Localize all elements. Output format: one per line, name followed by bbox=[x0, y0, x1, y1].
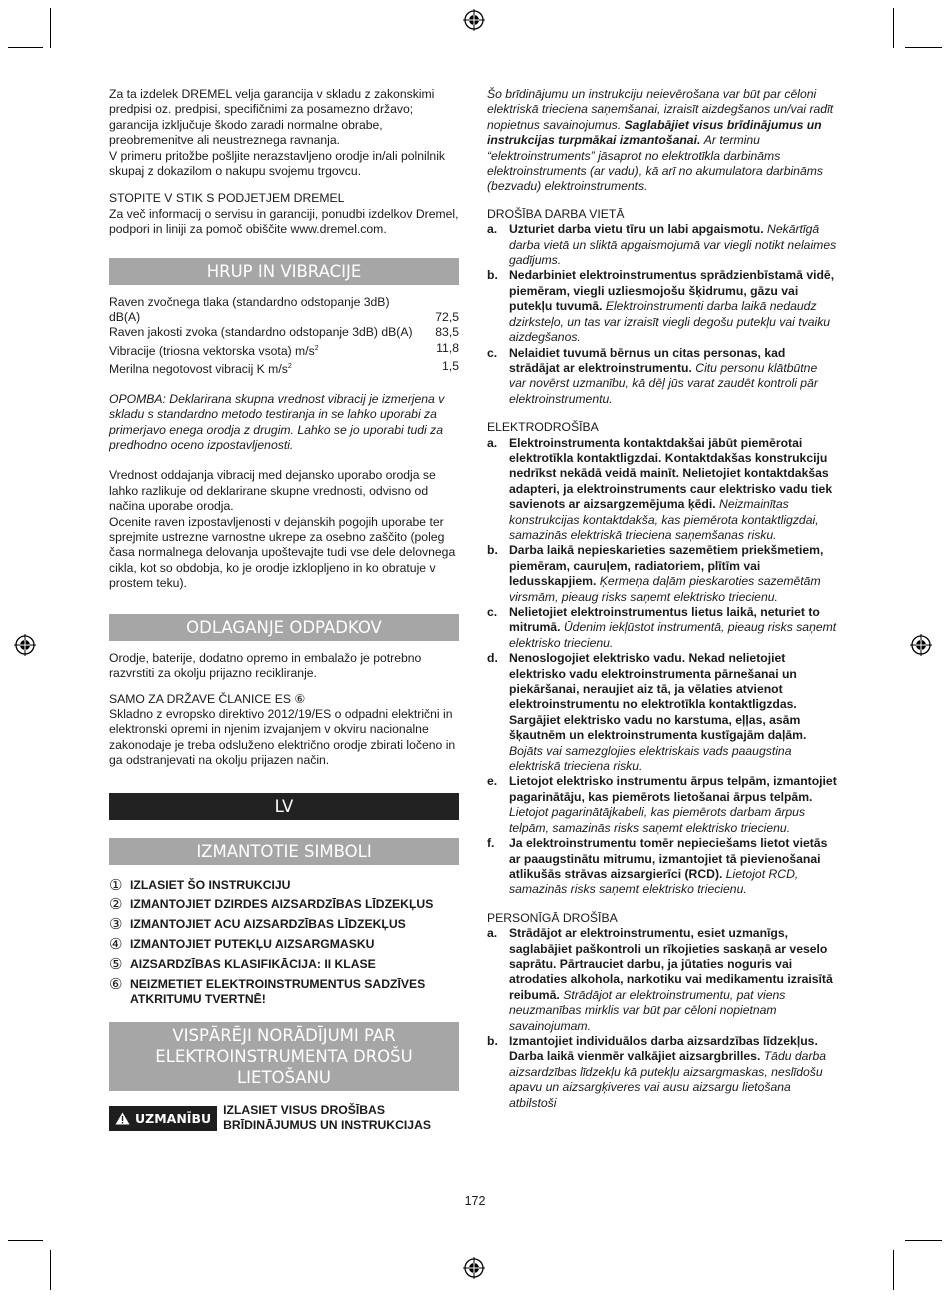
list-item bbox=[487, 543, 837, 605]
personal-safety-heading: PERSONĪGĀ DROŠĪBA bbox=[487, 910, 618, 925]
list-item bbox=[487, 836, 837, 898]
list-item bbox=[109, 977, 459, 1008]
list-item bbox=[109, 917, 459, 932]
list-item bbox=[487, 774, 837, 836]
warning-text: IZLASIET VISUS DROŠĪBAS BRĪDINĀJUMUS UN INSTRUKCIJAS bbox=[223, 1102, 432, 1133]
contact-heading: STOPITE V STIK S PODJETJEM DREMEL bbox=[109, 191, 345, 206]
registration-mark-icon bbox=[463, 9, 485, 31]
symbol-text: IZMANTOJIET ACU AIZSARDZĪBAS LĪDZEKĻUS bbox=[130, 917, 406, 932]
crop-mark bbox=[50, 8, 51, 48]
intro-italic: Ar terminu “elektroinstruments” jāsaprot no elektrotīkla darbināms elektroinstruments (ar vadu), kā arī no akumulatora darbināms (bezvadu) elektroinstruments. bbox=[487, 133, 823, 194]
crop-mark bbox=[8, 47, 43, 48]
superscript: 2 bbox=[314, 344, 319, 352]
list-item bbox=[109, 957, 459, 972]
symbol-number: ② bbox=[109, 896, 123, 914]
item-italic: Ūdenim iekļūstot instrumentā, pieaug risks saņemt elektrisko triecienu. bbox=[509, 620, 837, 650]
superscript: 2 bbox=[287, 363, 292, 371]
noise-value: 1,5 bbox=[442, 359, 459, 374]
item-bold: Uzturiet darba vietu tīru un labi apgaismotu. bbox=[509, 222, 764, 237]
item-italic: Bojāts vai samezglojies elektriskais vads paaugstina elektriskā trieciena risku. bbox=[509, 743, 792, 774]
item-italic: Strādājot ar elektroinstrumentu, pat viens neuzmanības mirklis var būt par cēloni nopietnam savainojumam. bbox=[509, 987, 786, 1033]
disposal-section-title: ODLAGANJE ODPADKOV bbox=[109, 614, 459, 641]
page-number: 172 bbox=[464, 1194, 486, 1208]
item-label: b. bbox=[487, 268, 498, 283]
intro-italic: Šo brīdinājumu un instrukciju neievērošana var būt par cēloni elektriskā trieciena saņemšanai, izraisīt aizdegšanos un/vai radīt nopietnus savainojumus. bbox=[487, 87, 834, 132]
symbol-number: ① bbox=[109, 876, 123, 894]
eu-heading: SAMO ZA DRŽAVE ČLANICE ES ⑥ bbox=[109, 691, 306, 706]
list-item bbox=[487, 1034, 837, 1111]
item-label: a. bbox=[487, 222, 498, 237]
item-bold: Elektroinstrumenta kontaktdakšai jābūt piemērotai elektrotīkla kontaktligzdai. Kontaktdakšas konstrukciju nedrīkst nekādā veidā mainīt. Nelietojiet kontaktdakšas adapteri, ja elektroinstruments caur elektrisko vadu tiek savienots ar aizsargzemējuma ķēdi. bbox=[509, 435, 833, 512]
item-label: a. bbox=[487, 435, 498, 450]
vibration-paragraph: Ocenite raven izpostavljenosti v dejanskih pogojih uporabe ter sprejmite ustrezne varnostne ukrepe za osebno zaščito (poleg časa normalnega delovanja upoštevajte tudi vse dele delovnega cikla, kot so obdobja, ko je orodje izklopljeno in ko obratuje v prostem teku). bbox=[109, 514, 456, 591]
noise-row bbox=[109, 310, 459, 325]
crop-mark bbox=[905, 1240, 942, 1241]
item-italic: Neizmainītas konstrukcijas kontaktdakša, kas piemērota kontaktligzdai, samazinās elektriskā trieciena saņemšanas risku. bbox=[509, 497, 819, 542]
item-label: a. bbox=[487, 926, 498, 941]
item-label: c. bbox=[487, 345, 498, 360]
left-column bbox=[109, 87, 459, 1134]
symbol-number: ⑥ bbox=[109, 976, 123, 994]
symbol-number: ③ bbox=[109, 916, 123, 934]
electrical-safety-heading: ELEKTRODROŠĪBA bbox=[487, 420, 599, 435]
complaint-paragraph: V primeru pritožbe pošljite nerazstavljeno orodje in/ali polnilnik skupaj z dokazilom o nakupu svojemu trgovcu. bbox=[109, 148, 446, 179]
general-section-title: VISPĀRĒJI NORĀDĪJUMI PAR ELEKTROINSTRUMENTA DROŠU LIETOŠANU bbox=[109, 1022, 459, 1091]
item-italic: Ķermeņa daļām pieskaroties sazemētām virsmām, pieaug risks saņemt elektrisko triecienu. bbox=[509, 574, 821, 604]
noise-line: Raven zvočnega tlaka (standardno odstopanje 3dB) bbox=[109, 294, 390, 309]
item-bold: Izmantojiet individuālos darba aizsardzības līdzekļus. Darba laikā vienmēr valkājiet aizsargbrilles. bbox=[509, 1033, 818, 1064]
noise-label: dB(A) bbox=[109, 310, 141, 325]
warning-badge bbox=[109, 1106, 217, 1131]
list-item bbox=[487, 346, 837, 408]
item-bold: Nenoslogojiet elektrisko vadu. Nekad nelietojiet elektrisko vadu elektroinstrumenta pārnešanai un piekāršanai, neraujiet aiz tā, ja vēlaties atvienot elektroinstrumentu no elektrotīkla kontaktligzdas. Sargājiet elektrisko vadu no karstuma, eļļas, asām šķautnēm un elektroinstrumenta kustīgajām daļām. bbox=[509, 651, 807, 743]
work-safety-heading: DROŠĪBA DARBA VIETĀ bbox=[487, 206, 625, 221]
noise-value: 11,8 bbox=[436, 340, 459, 355]
list-item bbox=[487, 926, 837, 1034]
crop-mark bbox=[893, 1250, 894, 1290]
noise-label: Vibracije (triosna vektorska vsota) m/s bbox=[109, 343, 315, 358]
item-label: f. bbox=[487, 836, 495, 851]
symbols-section-title: IZMANTOTIE SIMBOLI bbox=[109, 838, 459, 865]
noise-table bbox=[109, 295, 459, 378]
item-italic: Citu personu klātbūtne var novērst uzmanību, kā dēļ jūs varat zaudēt kontroli pār elektroinstrumentu. bbox=[509, 360, 818, 406]
item-bold: Lietojot elektrisko instrumentu ārpus telpām, izmantojiet pagarinātāju, kas piemērots lietošanai ārpus telpām. bbox=[509, 774, 837, 804]
item-italic: Lietojot RCD, samazinās risks saņemt elektrisko triecienu. bbox=[509, 866, 799, 897]
symbol-text: IZMANTOJIET DZIRDES AIZSARDZĪBAS LĪDZEKĻUS bbox=[130, 897, 434, 912]
list-item bbox=[487, 222, 837, 268]
vibration-paragraph: Vrednost oddajanja vibracij med dejansko uporabo orodja se lahko razlikuje od deklarirane skupne vrednosti, odvisno od načina uporabe orodja. bbox=[109, 468, 436, 514]
item-label: e. bbox=[487, 774, 498, 789]
warning-badge-label: UZMANĪBU bbox=[135, 1110, 212, 1126]
noise-section-title: HRUP IN VIBRACIJE bbox=[109, 258, 459, 285]
symbol-number: ⑤ bbox=[109, 956, 123, 974]
crop-mark bbox=[905, 47, 942, 48]
crop-mark bbox=[8, 1240, 43, 1241]
right-column bbox=[487, 87, 837, 1111]
registration-mark-icon bbox=[14, 634, 36, 656]
item-bold: Darba laikā nepieskarieties sazemētiem priekšmetiem, piemēram, cauruļem, radiatoriem, plītīm vai ledusskapjiem. bbox=[509, 543, 824, 589]
item-italic: Nekārtīgā darba vietā un sliktā apgaismojumā var viegli notikt nelaimes gadījums. bbox=[509, 222, 837, 268]
item-label: b. bbox=[487, 1033, 498, 1048]
item-label: b. bbox=[487, 543, 498, 558]
item-italic: Lietojot pagarinātājkabeli, kas piemērots darbam ārpus telpām, samazinās risks saņemt elektrisko triecienu. bbox=[509, 805, 806, 835]
language-band: LV bbox=[109, 793, 459, 820]
contact-paragraph: Za več informacij o servisu in garanciji, ponudbi izdelkov Dremel, podpori in liniji za pomoč obiščite www.dremel.com. bbox=[109, 206, 459, 237]
warranty-paragraph: Za ta izdelek DREMEL velja garancija v skladu z zakonskimi predpisi oz. predpisi, specifičnimi za posamezno državo; garancija izključuje škodo zaradi normalne obrabe, preobremenitve ali neustreznega ravnanja. bbox=[109, 87, 435, 148]
note-paragraph: OPOMBA: Deklarirana skupna vrednost vibracij je izmerjena v skladu s standardno metodo testiranja in se lahko uporabi za primerjavo enega orodja z drugim. Lahko se jo uporabi tudi za predhodno oceno izpostavljenosti. bbox=[109, 391, 445, 453]
noise-label: Raven jakosti zvoka (standardno odstopanje 3dB) dB(A) bbox=[109, 325, 413, 340]
crop-mark bbox=[50, 1250, 51, 1290]
item-bold: Strādājot ar elektroinstrumentu, esiet uzmanīgs, saglabājiet paškontroli un rīkojieties saskaņā ar veselo saprātu. Pārtrauciet darbu, ja jūtaties noguris vai atrodaties alkohola, narkotiku vai medikamentu izraisītā reibumā. bbox=[509, 926, 833, 1002]
item-italic: Elektroinstrumenti darba laikā nedaudz dzirksteļo, un tas var izraisīt viegli degošu putekļu vai tvaiku aizdegšanos. bbox=[509, 299, 831, 345]
noise-value: 72,5 bbox=[435, 310, 459, 325]
item-bold: Nedarbiniet elektroinstrumentus sprādzienbīstamā vidē, piemēram, viegli uzliesmojošu šķidrumu, gāzu vai putekļu tuvumā. bbox=[509, 268, 835, 314]
list-item bbox=[487, 605, 837, 651]
symbols-list bbox=[109, 878, 459, 1008]
warning-triangle-icon bbox=[115, 1112, 130, 1125]
noise-row bbox=[109, 341, 459, 359]
crop-mark bbox=[893, 8, 894, 48]
symbol-number: ④ bbox=[109, 936, 123, 954]
intro-paragraph bbox=[487, 87, 837, 195]
registration-mark-icon bbox=[463, 1257, 485, 1279]
symbol-text: NEIZMETIET ELEKTROINSTRUMENTUS SADZĪVES ATKRITUMU TVERTNĒ! bbox=[130, 977, 426, 1007]
item-bold: Ja elektroinstrumentu tomēr nepieciešams lietot vietās ar paaugstinātu mitrumu, izmantojiet tā pievienošanai atlikušās strāvas aizsargierīci (RCD). bbox=[509, 836, 828, 881]
list-item bbox=[487, 651, 837, 774]
list-item bbox=[109, 897, 459, 912]
noise-value: 83,5 bbox=[435, 325, 459, 340]
item-label: c. bbox=[487, 605, 498, 619]
item-label: d. bbox=[487, 651, 498, 666]
item-italic: Tādu darba aizsardzības līdzekļu kā putekļu aizsargmaskas, neslīdošu apavu un aizsargķiveres vai ausu aizsargu lietošana atbilstoši bbox=[509, 1049, 827, 1110]
list-item bbox=[109, 878, 459, 893]
list-item bbox=[487, 268, 837, 345]
warning-box bbox=[109, 1103, 459, 1134]
item-bold: Nelaidiet tuvumā bērnus un citas personas, kad strādājat ar elektroinstrumentu. bbox=[509, 345, 786, 375]
noise-label: Merilna negotovost vibracij K m/s bbox=[109, 362, 288, 377]
symbol-text: IZMANTOJIET PUTEKĻU AIZSARGMASKU bbox=[130, 937, 375, 952]
item-bold: Nelietojiet elektroinstrumentus lietus laikā, neturiet to mitrumā. bbox=[509, 605, 820, 635]
eu-paragraph: Skladno z evropsko direktivo 2012/19/ES o odpadni električni in elektronski opremi in njenim izvajanjem v okviru nacionalne zakonodaje je treba odsluženo električno orodje zbirati ločeno in ga odstranjevati na okolju prijazen način. bbox=[109, 706, 456, 768]
registration-mark-icon bbox=[910, 634, 932, 656]
symbol-text: IZLASIET ŠO INSTRUKCIJU bbox=[130, 877, 291, 892]
symbol-text: AIZSARDZĪBAS KLASIFIKĀCIJA: II KLASE bbox=[130, 957, 376, 972]
list-item bbox=[109, 937, 459, 952]
intro-bold: Saglabājiet visus brīdinājumus un instrukcijas turpmākai izmantošanai. bbox=[487, 117, 822, 148]
disposal-paragraph: Orodje, baterije, dodatno opremo in embalažo je potrebno razvrstiti za okolju prijazno recikliranje. bbox=[109, 650, 422, 681]
noise-row bbox=[109, 359, 459, 377]
list-item bbox=[487, 436, 837, 544]
noise-row bbox=[109, 325, 459, 340]
